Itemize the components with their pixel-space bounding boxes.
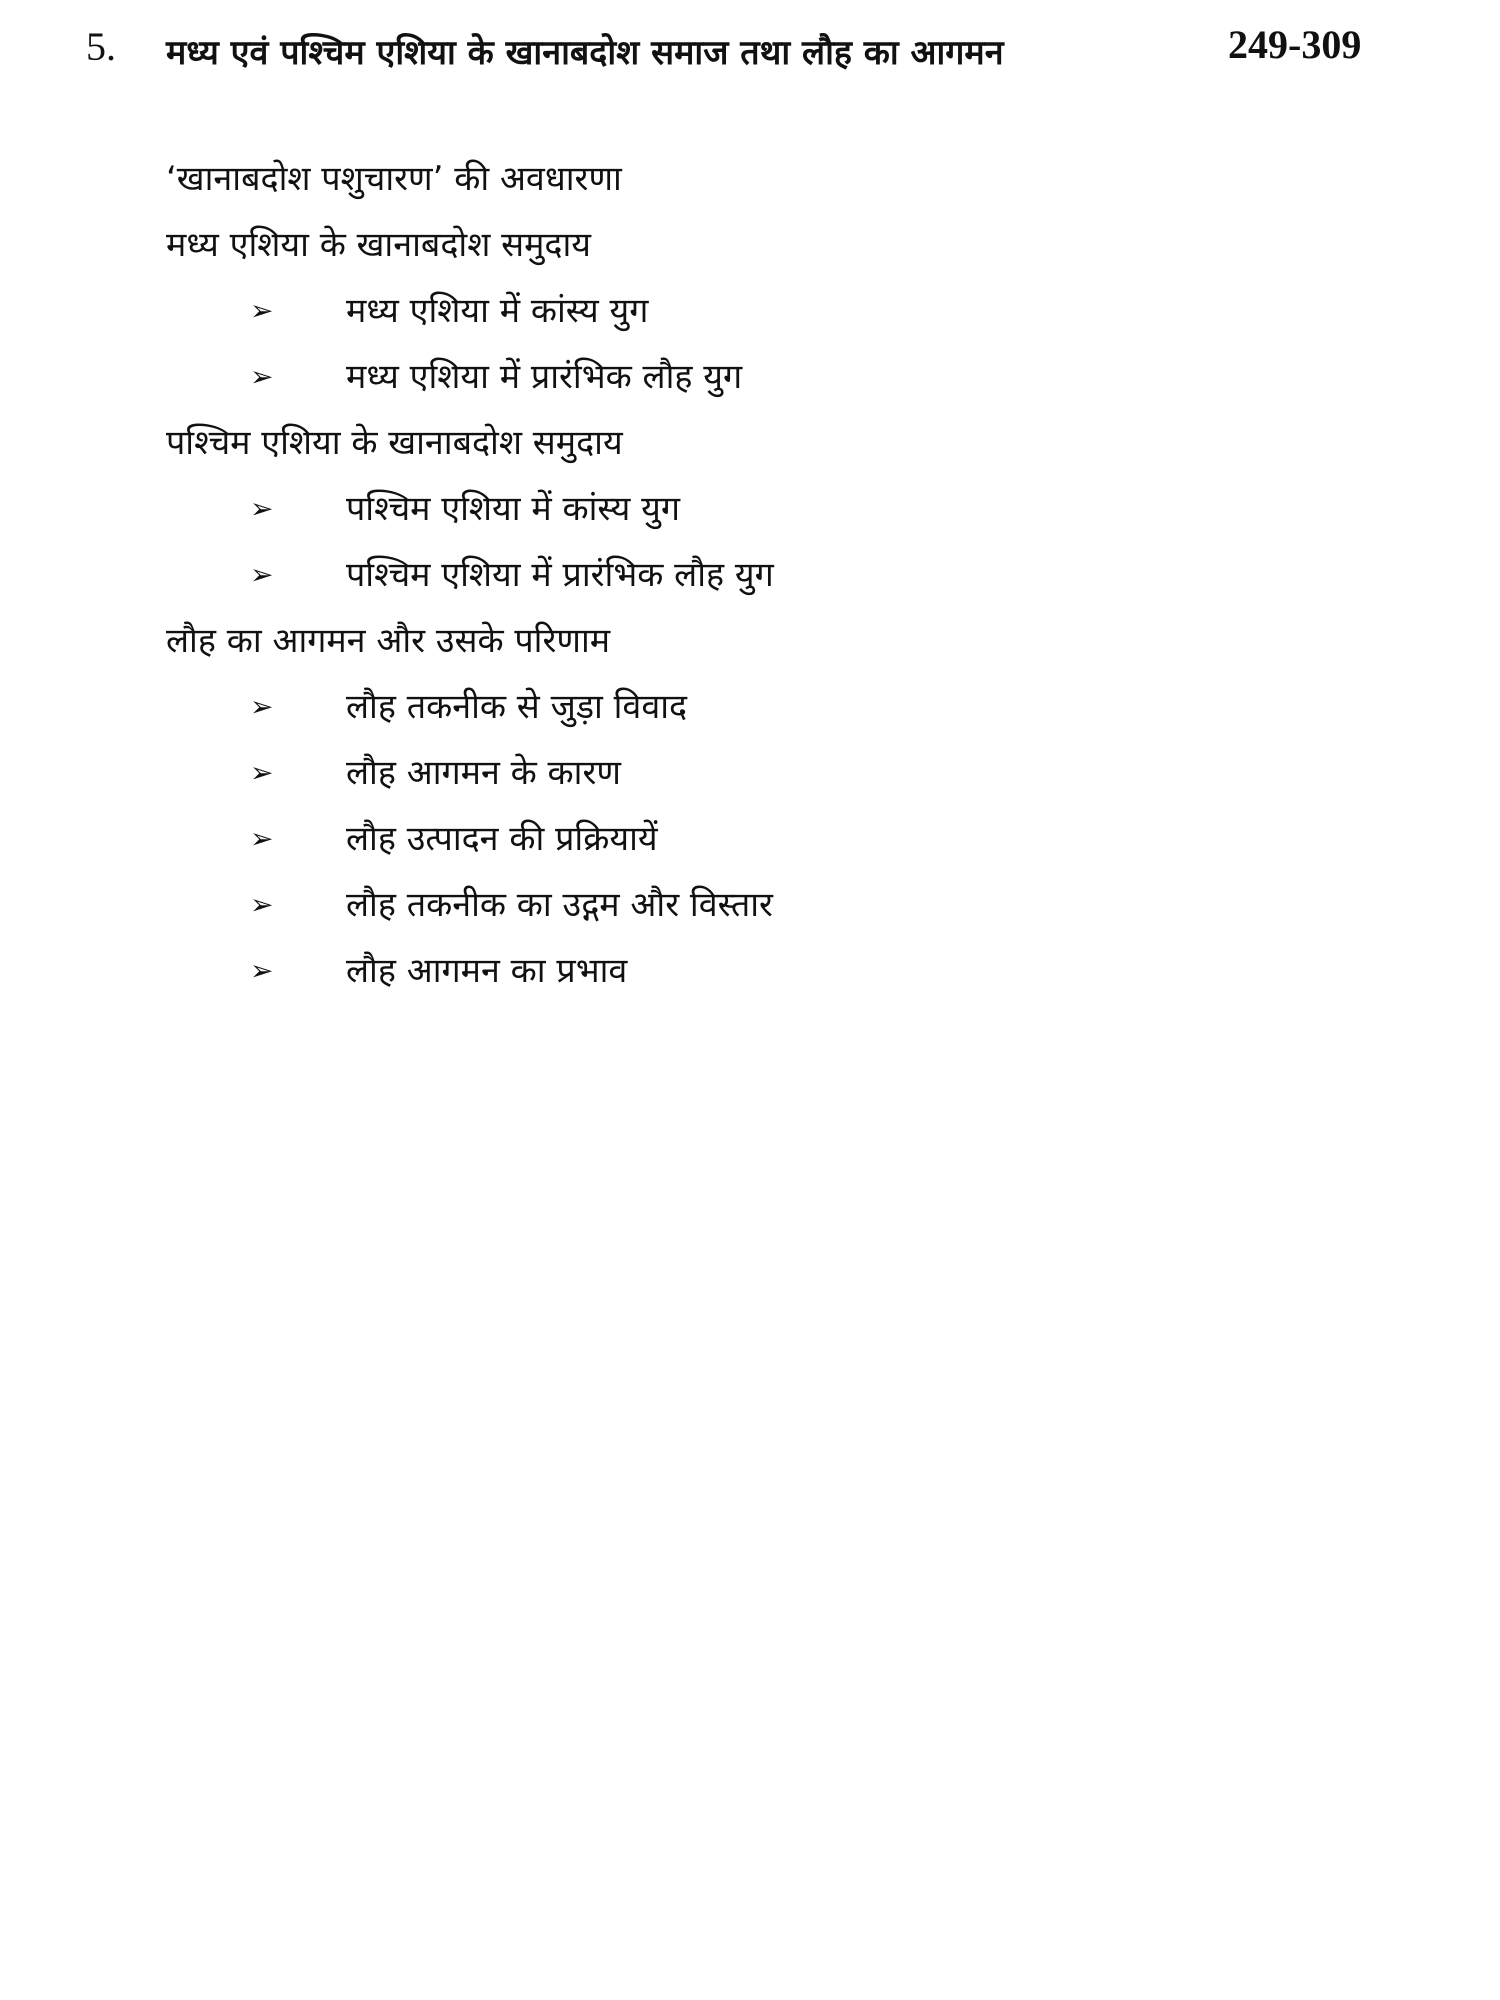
unit-outline — [166, 146, 1366, 1004]
arrowhead-bullet-icon: ➢ — [250, 756, 274, 789]
outline-subtopic — [166, 542, 1366, 608]
outline-subtopic-text: पश्चिम एशिया में कांस्य युग — [346, 489, 681, 529]
outline-topic: ‘खानाबदोश पशुचारण’ की अवधारणा — [166, 159, 622, 199]
unit-title: मध्य एवं पश्चिम एशिया के खानाबदोश समाज तथा लौह का आगमन — [166, 33, 1004, 73]
arrowhead-bullet-icon: ➢ — [250, 558, 274, 591]
outline-subtopic-text: मध्य एशिया में प्रारंभिक लौह युग — [346, 357, 743, 397]
outline-subtopic — [166, 278, 1366, 344]
outline-subtopic-text: लौह आगमन के कारण — [346, 753, 621, 793]
outline-subtopic-text: लौह उत्पादन की प्रक्रियायें — [346, 819, 658, 859]
arrowhead-bullet-icon: ➢ — [250, 690, 274, 723]
outline-subtopic-text: लौह तकनीक से जुड़ा विवाद — [346, 687, 688, 727]
arrowhead-bullet-icon: ➢ — [250, 822, 274, 855]
outline-subtopic — [166, 872, 1366, 938]
outline-subtopic — [166, 740, 1366, 806]
outline-topic: मध्य एशिया के खानाबदोश समुदाय — [166, 225, 592, 265]
outline-subtopic — [166, 344, 1366, 410]
outline-subtopic — [166, 476, 1366, 542]
arrowhead-bullet-icon: ➢ — [250, 492, 274, 525]
arrowhead-bullet-icon: ➢ — [250, 888, 274, 921]
outline-subtopic — [166, 674, 1366, 740]
outline-subtopic — [166, 806, 1366, 872]
outline-subtopic-text: लौह तकनीक का उद्गम और विस्तार — [346, 885, 773, 925]
unit-page-range: 249-309 — [1228, 22, 1362, 67]
arrowhead-bullet-icon: ➢ — [250, 954, 274, 987]
arrowhead-bullet-icon: ➢ — [250, 360, 274, 393]
unit-number: 5. — [86, 24, 116, 69]
outline-subtopic-text: लौह आगमन का प्रभाव — [346, 951, 628, 991]
arrowhead-bullet-icon: ➢ — [250, 294, 274, 327]
outline-subtopic-text: पश्चिम एशिया में प्रारंभिक लौह युग — [346, 555, 774, 595]
outline-subtopic — [166, 938, 1366, 1004]
outline-topic: पश्चिम एशिया के खानाबदोश समुदाय — [166, 423, 623, 463]
outline-subtopic-text: मध्य एशिया में कांस्य युग — [346, 291, 649, 331]
outline-topic: लौह का आगमन और उसके परिणाम — [166, 621, 611, 661]
